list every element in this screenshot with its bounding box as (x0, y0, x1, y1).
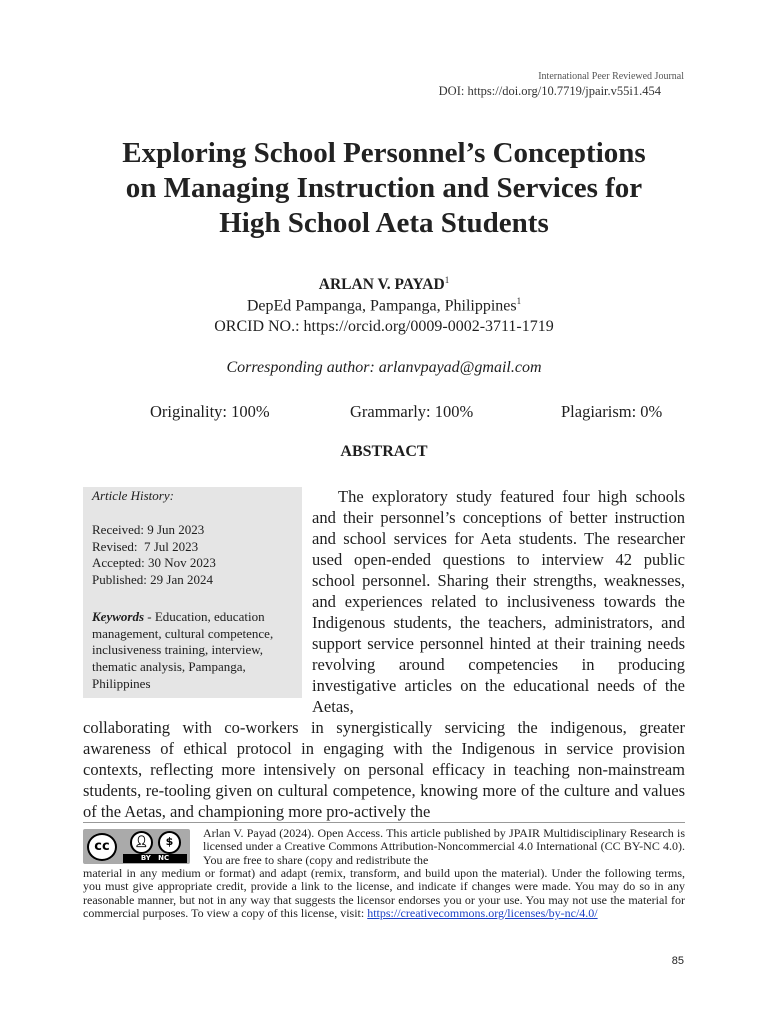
revised-date: Revised: 7 Jul 2023 (92, 538, 199, 554)
person-icon: 👤︎ (130, 831, 153, 854)
license-text-full (83, 867, 685, 920)
article-dates (92, 522, 298, 589)
author-name-text: ARLAN V. PAYAD (318, 276, 445, 294)
keywords-list: - Education, education management, cultural competence, inclusiveness training, interview, thematic analysis, Pampanga, Philippines (92, 609, 274, 691)
by-label: BY (140, 854, 151, 862)
grammarly-metric: Grammarly: 100% (350, 402, 474, 421)
cc-license-badge[interactable] (83, 829, 190, 864)
accepted-date: Accepted: 30 Nov 2023 (92, 555, 216, 571)
page-number: 85 (671, 955, 684, 967)
cc-icon: cc (87, 833, 117, 861)
footer-divider (83, 822, 685, 823)
journal-name: International Peer Reviewed Journal (538, 71, 684, 82)
author-superscript: 1 (444, 275, 450, 285)
affiliation-text: DepEd Pampanga, Pampanga, Philippines (246, 297, 517, 315)
cc-badge-strip (123, 854, 187, 863)
paper-title (60, 136, 708, 241)
corresponding-author: Corresponding author: arlanvpayad@gmail.com (226, 359, 542, 376)
plagiarism-metric: Plagiarism: 0% (561, 402, 663, 421)
abstract-heading: ABSTRACT (340, 443, 428, 460)
article-history-label: Article History: (92, 488, 174, 503)
published-date: Published: 29 Jan 2024 (92, 572, 213, 588)
abstract-text-wrap: The exploratory study featured four high schools and their personnel’s conceptions of better instruction and school services for Aeta students. The researcher used open-ended questions to interview 42 public school personnel. Sharing their strengths, weaknesses, and experiences related to inclusiveness towards the Indigenous students, the teachers, administrators, and support service personnel hinted at their training needs revolving around competencies in producing investigative articles on the educational needs of the Aetas, (312, 487, 685, 716)
license-text-body: material in any medium or format) and adapt (remix, transform, and build upon the material). Under the following terms, you must give appropriate credit, provide a link to the license, and indicate if changes were made. You may do so in any reasonable manner, but not in any way that suggests the licensor endorses you or your use. You may not use the material for commercial purposes. To view a copy of this license, visit: (83, 866, 685, 920)
title-line-3: High School Aeta Students (219, 207, 549, 239)
originality-metric: Originality: 100% (150, 402, 270, 421)
keywords (92, 609, 298, 693)
affiliation-superscript: 1 (516, 296, 522, 306)
nc-label: NC (158, 854, 170, 862)
license-link[interactable]: https://creativecommons.org/licenses/by-nc/4.0/ (367, 905, 598, 920)
orcid-line: ORCID NO.: https://orcid.org/0009-0002-3711-1719 (214, 318, 554, 335)
title-line-2: on Managing Instruction and Services for (125, 172, 643, 204)
article-info-box (83, 487, 302, 698)
title-line-1: Exploring School Personnel’s Conceptions (122, 137, 646, 169)
keywords-label: Keywords (92, 609, 144, 624)
abstract-text-full: collaborating with co-workers in synergistically servicing the indigenous, greater awareness of ethical protocol in engaging with the Indigenous in service provision contexts, reflecting more intensively on personal efficacy in teaching non-mainstream students, re-tooling given on cultural competence, knowing more of the culture and values of the Aetas, and championing more pro-actively the (83, 718, 685, 821)
no-dollar-icon: $ (158, 831, 181, 854)
license-text-wrap: Arlan V. Payad (2024). Open Access. This article published by JPAIR Multidisciplinary Research is licensed under a Creative Commons Attribution-Noncommercial 4.0 International (CC BY-NC 4.0). You are free to share (copy and redistribute the (203, 826, 685, 867)
author-affiliation (0, 296, 768, 315)
doi-line: DOI: https://doi.org/10.7719/jpair.v55i1.454 (438, 84, 661, 98)
received-date: Received: 9 Jun 2023 (92, 522, 205, 537)
author-name (0, 275, 768, 294)
